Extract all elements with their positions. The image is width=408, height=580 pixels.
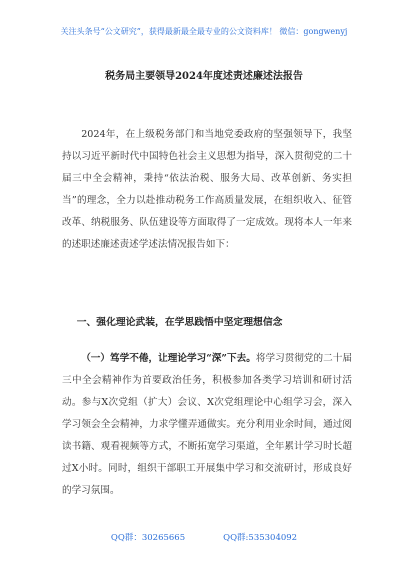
document-title: 税务局主要领导2024年度述责述廉述法报告 [105,71,303,82]
subsection-text: 将学习贯彻党的二十届三中全会精神作为首要政治任务，积极参加各类学习培训和研讨活动。参与X次党组（扩大）会议、X次党组理论中心组学习会，深入学习领会全会精神，力求学懂弄通做实。充分利用业余时间，通过阅读书籍、观看视频等方式，不断拓宽学习渠道，全年累计学习时长超过X小时。同时，组织干部职工开展集中学习和交流研讨，形成良好的学习氛围。 [62,353,353,496]
qq-group-2: QQ群:535304092 [223,533,298,543]
section-paragraph-block [62,348,352,502]
footer-contacts [0,533,408,543]
subsection-heading: （一）笃学不倦，让理论学习“深”下去。 [81,353,256,364]
qq-group-1: QQ群：30265665 [110,533,186,543]
promo-banner[interactable]: 关注头条号“公文研究”，获得最新最全最专业的公文资料库！ 微信：gongwenyj [60,27,348,36]
section-paragraph [62,348,352,502]
intro-paragraph-block [62,124,352,256]
section-heading: 一、强化理论武装，在学思践悟中坚定理想信念 [76,317,283,328]
intro-paragraph: 2024年，在上级税务部门和当地党委政府的坚强领导下，我坚持以习近平新时代中国特色社会主义思想为指导，深入贯彻党的二十届三中全会精神，秉持“依法治税、服务大局、改革创新、务实担当”的理念，全力以赴推动税务工作高质量发展，在组织收入、征管改革、纳税服务、队伍建设等方面取得了一定成效。现将本人一年来的述职述廉述责述学述法情况报告如下： [62,129,352,250]
